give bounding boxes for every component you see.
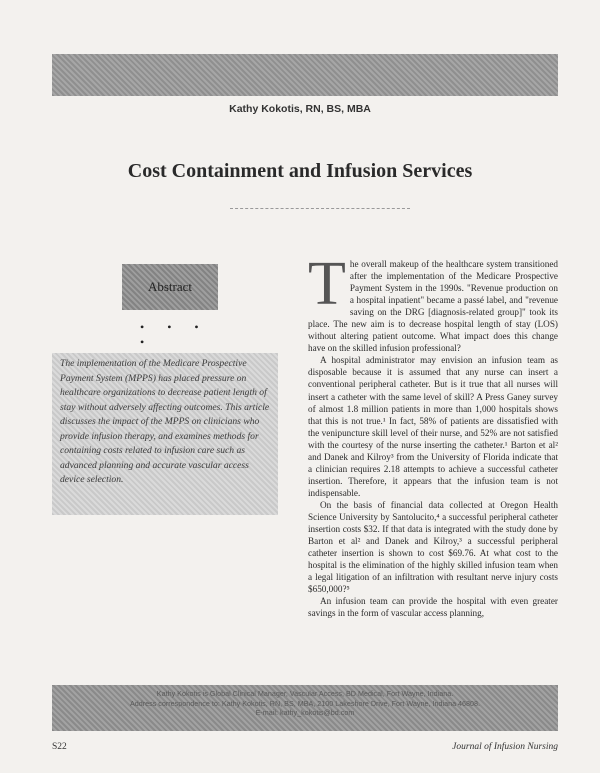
body-paragraph-1-text: he overall makeup of the healthcare system transitioned after the implementation of the Medicare Prospective Payment System in the 1990s. "Revenue production on a hospital inpatient" became a passé label, and "revenue saving on the DRG [diagnosis-related group]" took its place. The new aim is to decrease hospital length of stay (LOS) without altering patient outcome. What impact does this change have on the skilled infusion professional? [308, 259, 558, 354]
abstract-heading-box [122, 264, 218, 310]
author-email: E-mail: kathy_kokotis@bd.com [255, 708, 355, 717]
author-info-band [52, 685, 558, 731]
article-title: Cost Containment and Infusion Services [127, 160, 473, 182]
header-band [52, 54, 558, 96]
body-paragraph-2: A hospital administrator may envision an infusion team as disposable because it is assumed that any nurse can insert a conventional peripheral catheter. But is it true that all nurses will insert a catheter with the same level of skill? A Press Ganey survey of almost 1.8 million patients in more than 1,000 hospitals shows that this is not true.¹ In fact, 58% of patients are dissatisfied with the venipuncture skill level of their nurse, and 52% are not satisfied with the courtesy of the nurse inserting the catheter.¹ Barton et al² and Danek and Kilroy³ from the University of Florida indicate that a clinician requires 2.18 attempts to achieve a successful catheter insertion. Therefore, it appears that the infusion team is not indispensable. [308, 355, 558, 498]
abstract-heading: Abstract [147, 279, 193, 294]
journal-name: Journal of Infusion Nursing [452, 742, 558, 752]
body-paragraph-4: An infusion team can provide the hospital with even greater savings in the form of vascular access planning, [308, 596, 558, 619]
body-paragraph-3: On the basis of financial data collected at Oregon Health Science University by Santolucito,⁴ a successful peripheral catheter insertion costs $32. If that data is integrated with the study done by Barton et al² and Danek and Kilroy,³ a successful peripheral catheter insertion is shown to cost $69.76. At what cost to the hospital is the elimination of the highly skilled infusion team when a legal litigation of an infiltration with resultant nerve injury costs $650,000?⁵ [308, 499, 558, 595]
abstract-bullets: • • • • [140, 320, 209, 349]
author-affiliation: Kathy Kokotis is Global Clinical Manager, Vascular Access, BD Medical, Fort Wayne, Indiana. [156, 689, 454, 698]
title-divider [230, 208, 410, 209]
body-column [308, 258, 558, 663]
author-line: Kathy Kokotis, RN, BS, MBA [229, 103, 371, 115]
abstract-text: The implementation of the Medicare Prospective Payment System (MPPS) has placed pressure on healthcare organizations to decrease patient length of stay without adversely affecting outcomes. This article discusses the impact of the MPPS on clinicians who provide infusion therapy, and examines methods for containing costs related to infusion care such as advanced planning and accurate vascular access device selection. [52, 353, 278, 515]
body-paragraph-1 [308, 258, 558, 354]
drop-cap: T [308, 258, 346, 318]
correspondence-address: Address correspondence to: Kathy Kokotis, RN, BS, MBA, 2100 Lakeshore Drive, Fort Wayne, Indiana 46808. [129, 698, 481, 708]
page-number: S22 [52, 742, 67, 752]
